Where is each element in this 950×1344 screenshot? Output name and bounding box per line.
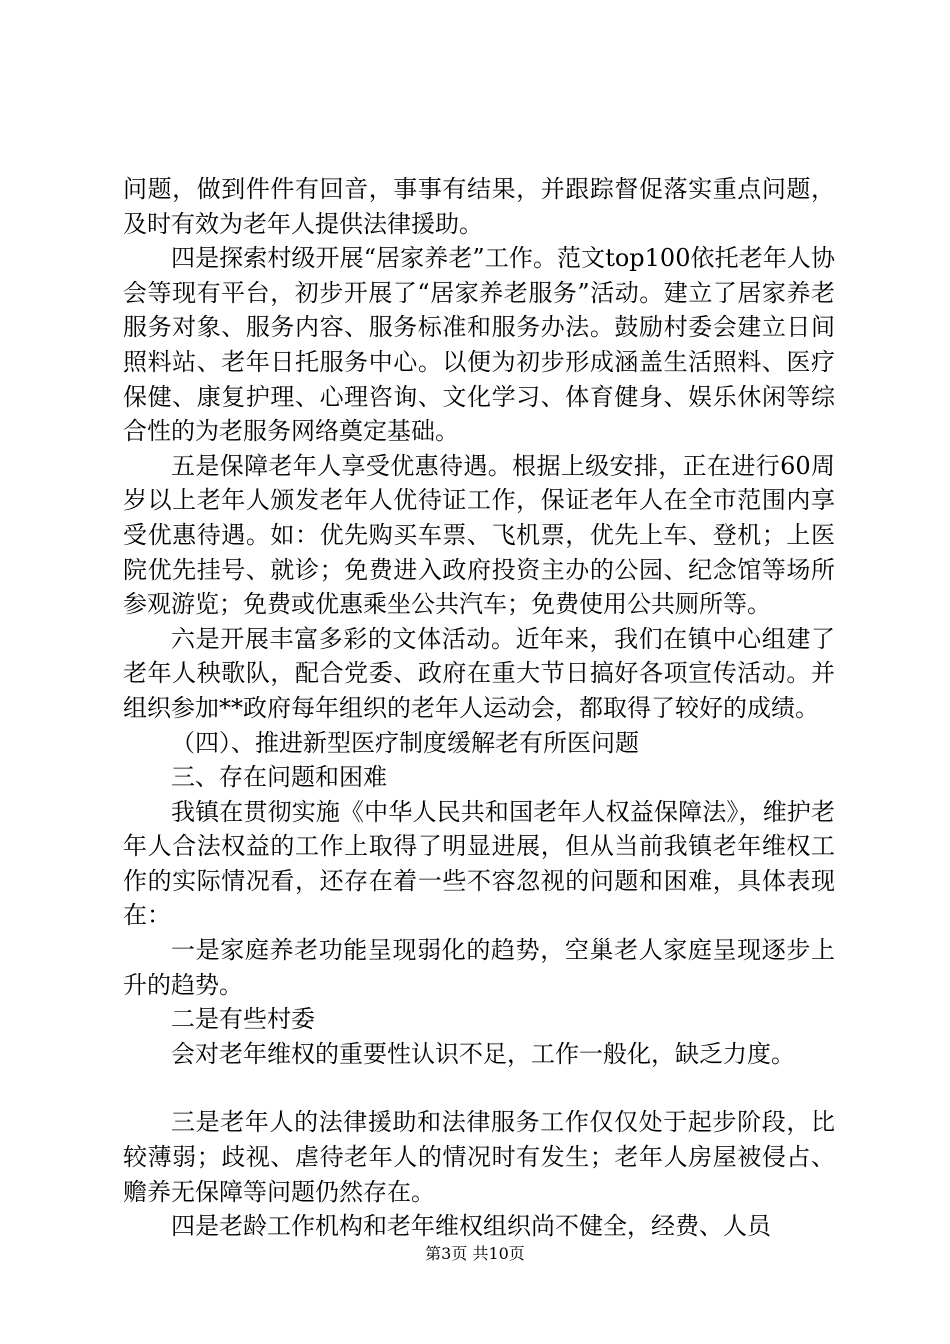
paragraph-1: 问题，做到件件有回音，事事有结果，并跟踪督促落实重点问题，及时有效为老年人提供法律援助。	[123, 175, 835, 238]
paragraph-11: 三是老年人的法律援助和法律服务工作仅仅处于起步阶段，比较薄弱；歧视、虐待老年人的情况时有发生；老年人房屋被侵占、赡养无保障等问题仍然存在。	[123, 1108, 835, 1206]
paragraph-10: 会对老年维权的重要性认识不足，工作一般化，缺乏力度。	[171, 1039, 795, 1068]
paragraph-3: 五是保障老年人享受优惠待遇。根据上级安排，正在进行60周岁以上老年人颁发老年人优待证工作，保证老年人在全市范围内享受优惠待遇。如：优先购买车票、飞机票，优先上车、登机；上医院优先挂号、就诊；免费进入政府投资主办的公园、纪念馆等场所参观游览；免费或优惠乘坐公共汽车；免费使用公共厕所等。	[123, 451, 835, 619]
paragraph-2: 四是探索村级开展“居家养老”工作。范文top100依托老年人协会等现有平台，初步开展了“居家养老服务”活动。建立了居家养老服务对象、服务内容、服务标准和服务办法。鼓励村委会建立日间照料站、老年日托服务中心。以便为初步形成涵盖生活照料、医疗保健、康复护理、心理咨询、文化学习、体育健身、娱乐休闲等综合性的为老服务网络奠定基础。	[123, 244, 835, 446]
paragraph-7: 我镇在贯彻实施《中华人民共和国老年人权益保障法》，维护老年人合法权益的工作上取得了明显进展，但从当前我镇老年维权工作的实际情况看，还存在着一些不容忽视的问题和困难，具体表现在：	[123, 797, 835, 930]
section-heading-medical: （四）、推进新型医疗制度缓解老有所医问题	[171, 728, 639, 757]
paragraph-4: 六是开展丰富多彩的文体活动。近年来，我们在镇中心组建了老年人秧歌队，配合党委、政府在重大节日搞好各项宣传活动。并组织参加**政府每年组织的老年人运动会，都取得了较好的成绩。	[123, 624, 835, 722]
document-body	[123, 172, 835, 1244]
page-footer: 第3页 共10页	[425, 1244, 525, 1263]
paragraph-12: 四是老龄工作机构和老年维权组织尚不健全，经费、人员	[171, 1212, 771, 1241]
paragraph-8: 一是家庭养老功能呈现弱化的趋势，空巢老人家庭呈现逐步上升的趋势。	[123, 936, 835, 999]
paragraph-9: 二是有些村委	[171, 1005, 315, 1034]
section-heading-problems: 三、存在问题和困难	[171, 763, 387, 792]
